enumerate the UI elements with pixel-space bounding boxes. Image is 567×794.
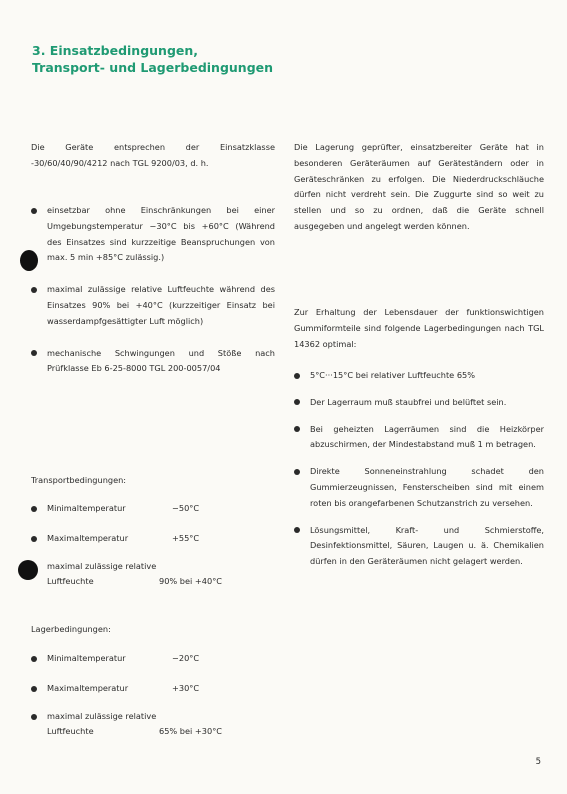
usage-bullet-item bbox=[31, 282, 275, 329]
section-heading bbox=[32, 42, 273, 76]
section-heading-line-1: 3. Einsatzbedingungen, bbox=[32, 43, 199, 58]
usage-bullet-text: mechanische Schwingungen und Stöße nach Prüfklasse Eb 6-25-8000 TGL 200-0057/04 bbox=[47, 347, 275, 374]
transport-row-label: maximal zulässige relative Luftfeuchte bbox=[47, 561, 157, 586]
bullet-icon bbox=[31, 686, 37, 692]
transport-row bbox=[31, 501, 281, 516]
storage-bullet-text: Bei geheizten Lagerräumen sind die Heizkörper abzuschirmen, der Mindestabstand muß 1 m betragen. bbox=[310, 423, 544, 450]
usage-bullet-text: maximal zulässige relative Luftfeuchte während des Einsatzes 90% bei +40°C (kurzzeitiger Einsatz bei wasserdampfgesättigter Luft möglich) bbox=[47, 284, 275, 326]
bullet-icon bbox=[31, 208, 37, 214]
storage-bullet-item bbox=[294, 523, 544, 570]
transport-row bbox=[31, 531, 281, 546]
transport-title: Transportbedingungen: bbox=[31, 475, 127, 485]
bullet-icon bbox=[31, 714, 37, 720]
storage-bullet-item bbox=[294, 464, 544, 511]
transport-row-value: −50°C bbox=[172, 503, 200, 513]
usage-bullet-list bbox=[31, 203, 275, 377]
rubber-storage-bullet-list bbox=[294, 368, 544, 570]
storage-row-value: 65% bei +30°C bbox=[159, 726, 223, 736]
storage-bullet-item bbox=[294, 368, 544, 384]
punch-hole bbox=[20, 250, 38, 271]
storage-row bbox=[31, 709, 281, 739]
storage-bullet-text: Direkte Sonneneinstrahlung schadet den Gummierzeugnissen, Fensterscheiben sind mit einem roten bis orangefarbenen Schutzanstrich zu versehen. bbox=[310, 466, 544, 508]
bullet-icon bbox=[294, 399, 300, 405]
bullet-icon bbox=[31, 506, 37, 512]
storage-row-label: Minimaltemperatur bbox=[47, 653, 126, 663]
storage-title: Lagerbedingungen: bbox=[31, 624, 111, 634]
transport-table bbox=[31, 501, 281, 589]
storage-bullet-item bbox=[294, 395, 544, 411]
section-heading-line-2: Transport- und Lagerbedingungen bbox=[32, 60, 274, 75]
bullet-icon bbox=[31, 287, 37, 293]
storage-intro-paragraph: Die Lagerung geprüfter, einsatzbereiter Geräte hat in besonderen Geräteräumen auf Geräteständern oder in Geräteschränken zu erfolgen. Die Niederdruckschläuche dürfen nicht verdreht sein. Die Zuggurte sind so weit zu stellen und so zu ordnen, daß die Geräte schnell ausgegeben und angelegt werden können. bbox=[294, 142, 544, 231]
storage-row-label: maximal zulässige relative Luftfeuchte bbox=[47, 711, 157, 736]
transport-row-value: +55°C bbox=[172, 533, 200, 543]
storage-row-value: −20°C bbox=[172, 653, 200, 663]
storage-table bbox=[31, 651, 281, 739]
storage-row bbox=[31, 681, 281, 696]
transport-row-value: 90% bei +40°C bbox=[159, 576, 223, 586]
storage-bullet-text: Der Lagerraum muß staubfrei und belüftet sein. bbox=[310, 396, 507, 407]
transport-row-label: Minimaltemperatur bbox=[47, 503, 126, 513]
storage-bullet-text: Lösungsmittel, Kraft- und Schmierstoffe, Desinfektionsmittel, Säuren, Laugen u. ä. Chemikalien dürfen in den Geräteräumen nicht gelagert werden. bbox=[310, 524, 544, 567]
bullet-icon bbox=[294, 373, 300, 379]
transport-row-label: Maximaltemperatur bbox=[47, 533, 129, 543]
rubber-parts-paragraph: Zur Erhaltung der Lebensdauer der funktionswichtigen Gummiformteile sind folgende Lagerbedingungen nach TGL 14362 optimal: bbox=[294, 307, 544, 349]
bullet-icon bbox=[294, 469, 300, 475]
storage-row-label: Maximaltemperatur bbox=[47, 683, 129, 693]
storage-bullet-text: 5°C···15°C bei relativer Luftfeuchte 65% bbox=[310, 370, 476, 380]
bullet-icon bbox=[31, 350, 37, 356]
bullet-icon bbox=[31, 656, 37, 662]
storage-row bbox=[31, 651, 281, 666]
usage-bullet-text: einsetzbar ohne Einschränkungen bei einer Umgebungstemperatur −30°C bis +60°C (Während des Einsatzes sind kurzzeitige Beanspruchungen von max. 5 min +85°C zulässig.) bbox=[47, 205, 275, 263]
storage-row-value: +30°C bbox=[172, 683, 200, 693]
usage-bullet-item bbox=[31, 346, 275, 378]
page-number: 5 bbox=[535, 757, 541, 767]
bullet-icon bbox=[294, 426, 300, 432]
bullet-icon bbox=[294, 527, 300, 533]
bullet-icon bbox=[31, 536, 37, 542]
storage-bullet-item bbox=[294, 422, 544, 454]
usage-bullet-item bbox=[31, 203, 275, 266]
punch-hole bbox=[18, 560, 38, 580]
transport-row bbox=[31, 559, 281, 589]
usage-intro-paragraph: Die Geräte entsprechen der Einsatzklasse -30/60/40/90/4212 nach TGL 9200/03, d. h. bbox=[31, 142, 275, 168]
